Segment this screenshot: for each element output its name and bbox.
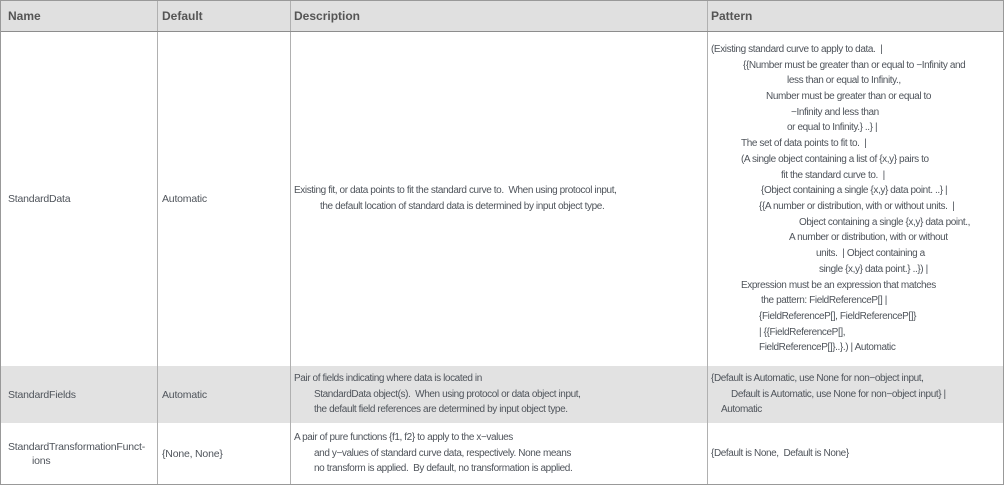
text-line: A pair of pure functions {f1, f2} to apply to the x−values <box>294 431 513 443</box>
cell-name <box>1 32 158 366</box>
column-header-name: Name <box>1 1 158 31</box>
cell-name <box>1 366 158 423</box>
text-line: {{A number or distribution, with or without units. | <box>759 201 955 212</box>
text-line: fit the standard curve to. | <box>781 169 885 181</box>
text-line: Automatic <box>162 193 207 205</box>
text-line: single {x,y} data point.} ..}) | <box>819 263 928 275</box>
text-line: Pair of fields indicating where data is located in <box>294 372 482 384</box>
text-line: (Existing standard curve to apply to data. | <box>711 43 883 55</box>
text-line: units. | Object containing a <box>816 248 925 260</box>
text-line: The set of data points to fit to. | <box>741 138 867 150</box>
table-body <box>1 32 1003 484</box>
text-line: Expression must be an expression that matches <box>741 279 936 291</box>
cell-default <box>158 366 291 423</box>
column-header-description: Description <box>291 1 708 31</box>
table-row <box>1 32 1003 366</box>
text-line: {{Number must be greater than or equal to −Infinity and <box>743 59 966 71</box>
text-line: {Default is Automatic, use None for non−object input, <box>711 372 924 384</box>
cell-pattern <box>708 423 1004 484</box>
text-line: Automatic <box>721 404 762 416</box>
text-line: {FieldReferenceP[], FieldReferenceP[]} <box>759 310 917 322</box>
cell-description <box>291 366 708 423</box>
table-header-row <box>1 1 1003 32</box>
text-line: −Infinity and less than <box>791 106 879 118</box>
text-line: StandardFields <box>8 388 76 401</box>
text-line: {Object containing a single {x,y} data point. ..} | <box>761 185 948 197</box>
column-header-default: Default <box>158 1 291 31</box>
text-line: Number must be greater than or equal to <box>766 91 932 103</box>
text-line: or equal to Infinity.} ..} | <box>787 122 878 134</box>
text-line: StandardData object(s). When using protocol or data object input, <box>314 388 581 400</box>
text-line: Existing fit, or data points to fit the standard curve to. When using protocol input, <box>294 185 617 197</box>
text-line: Object containing a single {x,y} data point., <box>799 216 971 228</box>
text-line: Default is Automatic, use None for non−object input} | <box>731 388 946 400</box>
cell-description <box>291 32 708 366</box>
text-line: | {{FieldReferenceP[], <box>759 326 846 338</box>
text-line: the pattern: FieldReferenceP[] | <box>761 295 887 307</box>
cell-description <box>291 423 708 484</box>
text-line: {Default is None, Default is None} <box>711 447 849 459</box>
text-line: less than or equal to Infinity., <box>787 75 901 87</box>
text-line: (A single object containing a list of {x,y} pairs to <box>741 153 929 165</box>
text-line: the default location of standard data is determined by input object type. <box>320 201 605 212</box>
text-line: StandardData <box>8 193 71 205</box>
cell-pattern <box>708 366 1004 423</box>
text-line: FieldReferenceP[]}..}.) | Automatic <box>759 342 896 354</box>
text-line: no transform is applied. By default, no transformation is applied. <box>314 463 573 475</box>
cell-pattern <box>708 32 1004 366</box>
text-line: and y−values of standard curve data, respectively. None means <box>314 447 571 459</box>
text-line: {None, None} <box>162 447 223 460</box>
text-line: Automatic <box>162 388 207 401</box>
text-line: A number or distribution, with or without <box>789 232 948 244</box>
table-row <box>1 366 1003 423</box>
cell-default <box>158 32 291 366</box>
text-line: StandardTransformationFunct- <box>8 440 145 453</box>
table-row <box>1 423 1003 484</box>
cell-default <box>158 423 291 484</box>
text-line: the default field references are determined by input object type. <box>314 404 568 416</box>
cell-name <box>1 423 158 484</box>
text-line: ions <box>32 454 51 467</box>
column-header-pattern: Pattern <box>711 9 753 23</box>
